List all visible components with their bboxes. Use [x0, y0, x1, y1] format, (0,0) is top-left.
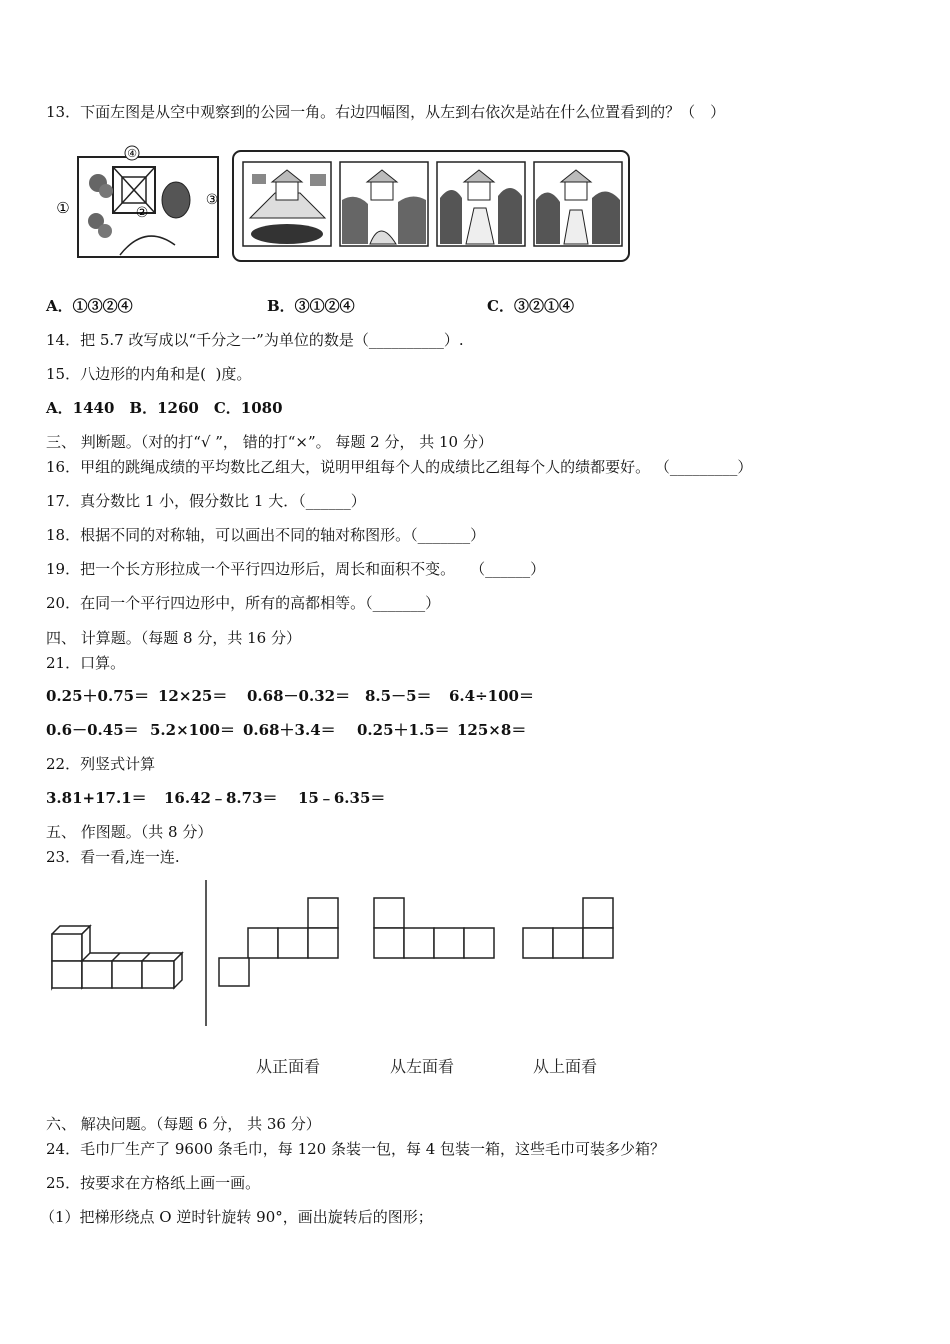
q19-text: 19．把一个长方形拉成一个平行四边形后，周长和面积不变。 （______）	[46, 560, 546, 578]
q16-text: 16．甲组的跳绳成绩的平均数比乙组大，说明甲组每个人的成绩比乙组每个人的绩都要好。 （_________）	[46, 458, 753, 476]
q25-subquestion-1: （1）把梯形绕点 O 逆时针旋转 90°，画出旋转后的图形；	[40, 1208, 433, 1226]
park-map-figure	[50, 145, 230, 265]
view-panel-4	[534, 162, 622, 246]
vertical-calc-item: 15﹣6.35＝	[298, 789, 386, 807]
view-panel-2	[340, 162, 428, 246]
q22-title: 22．列竖式计算	[46, 755, 156, 773]
q14-text: 14．把 5.7 改写成以“千分之一”为单位的数是（__________）.	[46, 331, 464, 349]
caption-top-view: 从上面看	[533, 1057, 598, 1076]
q18-text: 18．根据不同的对称轴，可以画出不同的轴对称图形。（_______）	[46, 526, 486, 544]
q13-option-b: B．③①②④	[267, 297, 355, 315]
vertical-calc-item: 16.42﹣8.73＝	[164, 789, 278, 807]
map-label-2: ②	[135, 205, 149, 221]
map-label-3: ③	[205, 192, 219, 208]
q21-title: 21．口算。	[46, 654, 126, 672]
caption-left-view: 从左面看	[390, 1057, 455, 1076]
map-label-1: ①	[56, 199, 70, 217]
section-3-heading: 三、 判断题。（对的打“√ ”， 错的打“×”。 每题 2 分， 共 10 分）	[46, 433, 493, 451]
calc-item: 0.6－0.45＝	[46, 721, 139, 739]
q25-title: 25．按要求在方格纸上画一画。	[46, 1174, 261, 1192]
map-label-4: ④	[127, 147, 137, 160]
calc-item: 125×8＝	[457, 721, 527, 739]
q20-text: 20．在同一个平行四边形中，所有的高都相等。（_______）	[46, 594, 441, 612]
view-panel-1	[243, 162, 331, 246]
section-6-heading: 六、 解决问题。（每题 6 分， 共 36 分）	[46, 1115, 321, 1133]
section-4-heading: 四、 计算题。（每题 8 分，共 16 分）	[46, 629, 301, 647]
view-panel-3	[437, 162, 525, 246]
section-5-heading: 五、 作图题。（共 8 分）	[46, 823, 213, 841]
view-shape-b	[372, 896, 496, 960]
calc-item: 6.4÷100＝	[449, 687, 534, 705]
calc-item: 0.25＋1.5＝	[357, 721, 450, 739]
park-views-figure	[230, 148, 632, 264]
view-shape-a	[218, 896, 342, 988]
q15-options: A．1440 B．1260 C．1080	[46, 399, 283, 417]
view-shape-c	[521, 896, 615, 960]
q23-title: 23．看一看,连一连.	[46, 848, 180, 866]
caption-front-view: 从正面看	[256, 1057, 321, 1076]
vertical-calc-item: 3.81+17.1＝	[46, 789, 147, 807]
q13-option-c: C．③②①④	[487, 297, 574, 315]
q17-text: 17．真分数比 1 小，假分数比 1 大．（______）	[46, 492, 366, 510]
q13-option-a: A．①③②④	[46, 297, 133, 315]
calc-item: 0.68＋3.4＝	[243, 721, 336, 739]
q15-text: 15．八边形的内角和是( )度。	[46, 365, 252, 383]
calc-item: 8.5－5＝	[365, 687, 432, 705]
calc-item: 5.2×100＝	[150, 721, 235, 739]
q13-text: 13．下面左图是从空中观察到的公园一角。右边四幅图，从左到右依次是站在什么位置看到的？（ ）	[46, 103, 726, 121]
calc-item: 0.25＋0.75＝	[46, 687, 150, 705]
divider-line	[204, 880, 208, 1026]
q24-text: 24．毛巾厂生产了 9600 条毛巾，每 120 条装一包，每 4 包装一箱，这些毛巾可装多少箱？	[46, 1140, 666, 1158]
calc-item: 12×25＝	[158, 687, 228, 705]
cube-solid-figure	[48, 922, 188, 992]
calc-item: 0.68－0.32＝	[247, 687, 351, 705]
